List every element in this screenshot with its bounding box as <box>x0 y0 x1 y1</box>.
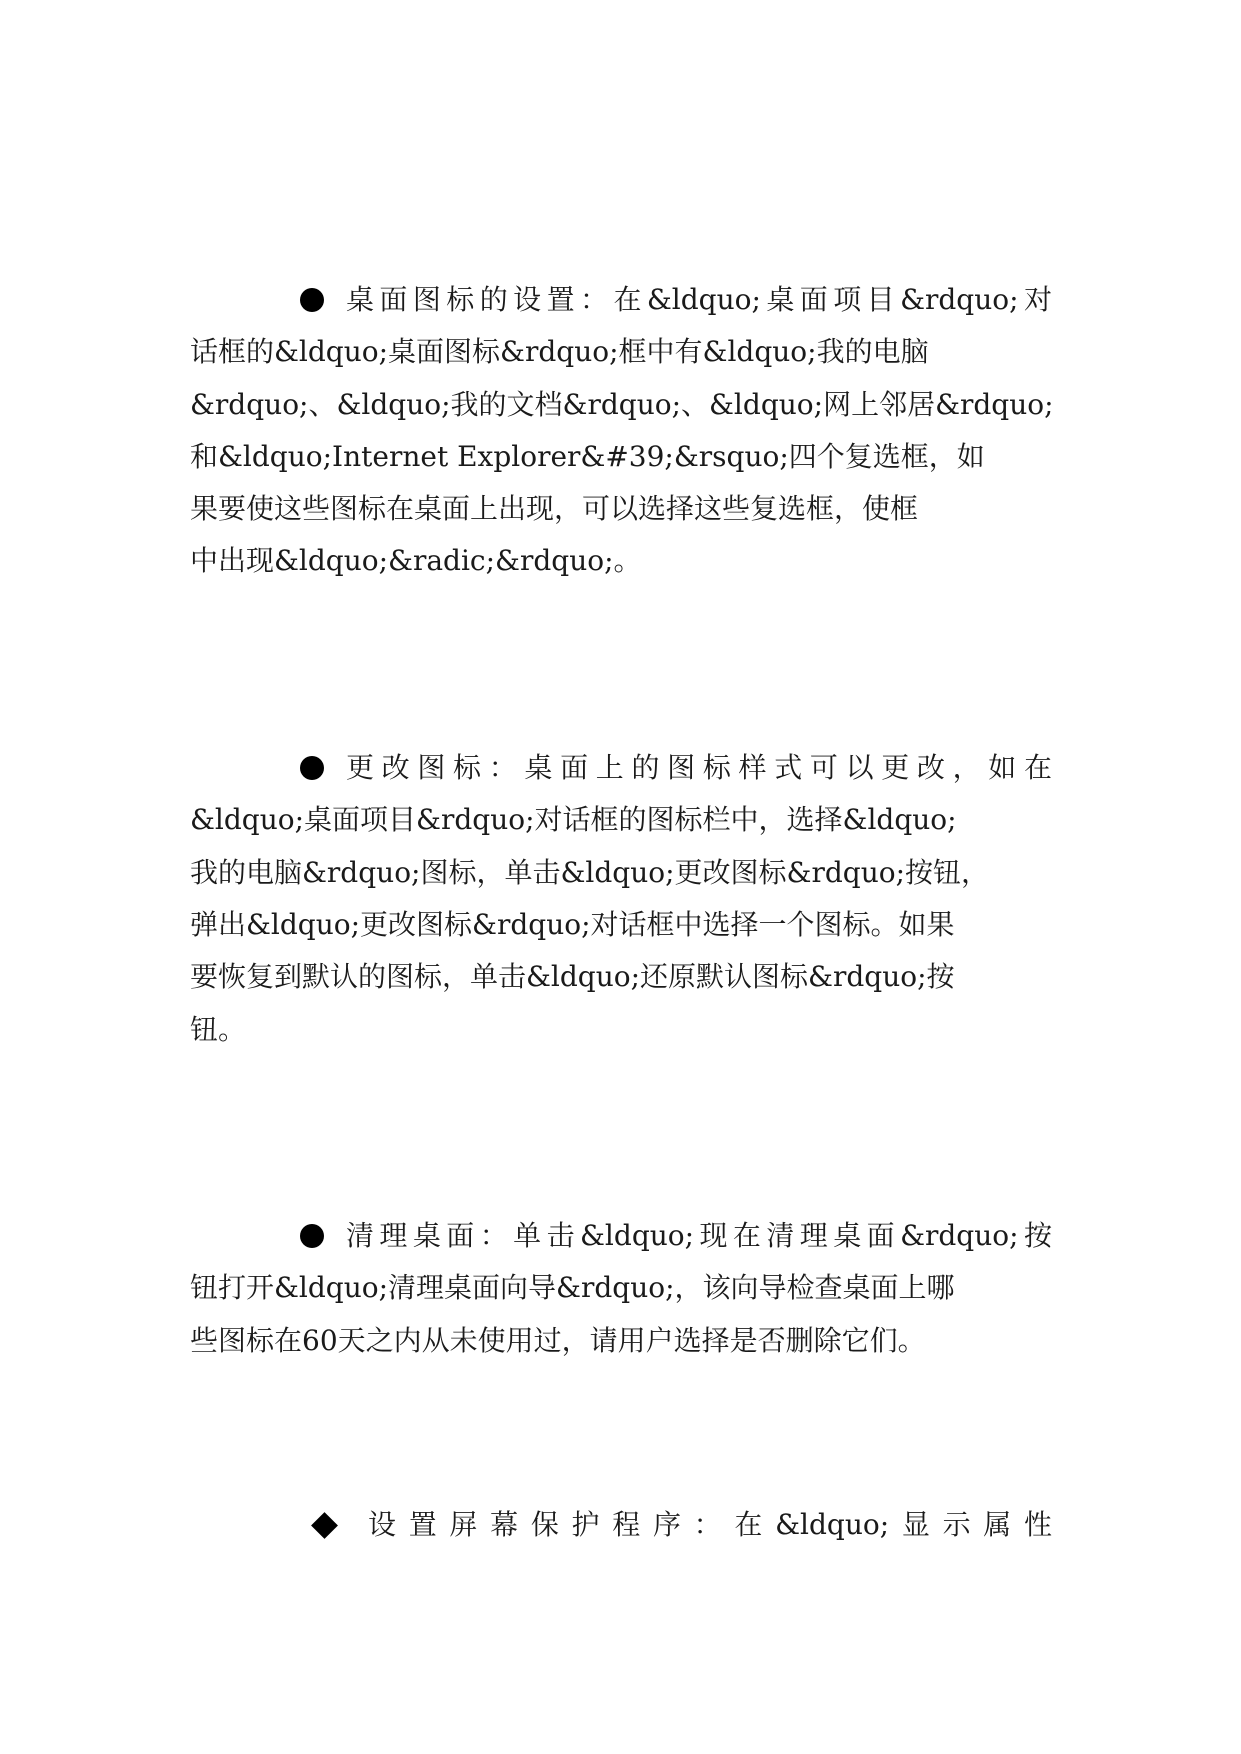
section1-line-4: 和&ldquo;Internet Explorer&#39;&rsquo;四个复选框，如 <box>190 440 985 473</box>
section1-line-2: 话框的&ldquo;桌面图标&rdquo;框中有&ldquo;我的电脑 <box>190 335 929 368</box>
section3-line-3: 些图标在60天之内从未使用过，请用户选择是否删除它们。 <box>190 1324 926 1357</box>
section2-line-4: 弹出&ldquo;更改图标&rdquo;对话框中选择一个图标。如果 <box>190 908 955 941</box>
section3-line-2: 钮打开&ldquo;清理桌面向导&rdquo;，该向导检查桌面上哪 <box>190 1271 955 1304</box>
bullet-dot-icon <box>300 1224 324 1248</box>
section4-text-1: 设置屏幕保护程序：在&ldquo;显示属性 <box>368 1508 1052 1541</box>
section2-line-6: 钮。 <box>190 1013 247 1046</box>
section4-line-1 <box>312 1505 1052 1545</box>
section3-line-1 <box>300 1216 1052 1256</box>
bullet-dot-icon <box>300 288 324 312</box>
section2-line-3: 我的电脑&rdquo;图标，单击&ldquo;更改图标&rdquo;按钮， <box>190 856 990 889</box>
section2-line-1 <box>300 748 1052 788</box>
section3-text-1: 清理桌面：单击&ldquo;现在清理桌面&rdquo;按 <box>346 1219 1052 1252</box>
section2-line-2: &ldquo;桌面项目&rdquo;对话框的图标栏中，选择&ldquo; <box>190 803 957 836</box>
section1-line-5: 果要使这些图标在桌面上出现，可以选择这些复选框，使框 <box>190 492 919 525</box>
section2-text-1: 更改图标：桌面上的图标样式可以更改，如在 <box>346 751 1052 784</box>
section2-line-5: 要恢复到默认的图标，单击&ldquo;还原默认图标&rdquo;按 <box>190 960 955 993</box>
bullet-diamond-icon <box>311 1512 338 1539</box>
section1-text-1: 桌面图标的设置：在&ldquo;桌面项目&rdquo;对 <box>346 283 1052 316</box>
section1-line-1 <box>300 280 1052 320</box>
bullet-dot-icon <box>300 756 324 780</box>
section1-line-3: &rdquo;、&ldquo;我的文档&rdquo;、&ldquo;网上邻居&rdquo; <box>190 388 1054 421</box>
section1-line-6: 中出现&ldquo;&radic;&rdquo;。 <box>190 544 642 577</box>
